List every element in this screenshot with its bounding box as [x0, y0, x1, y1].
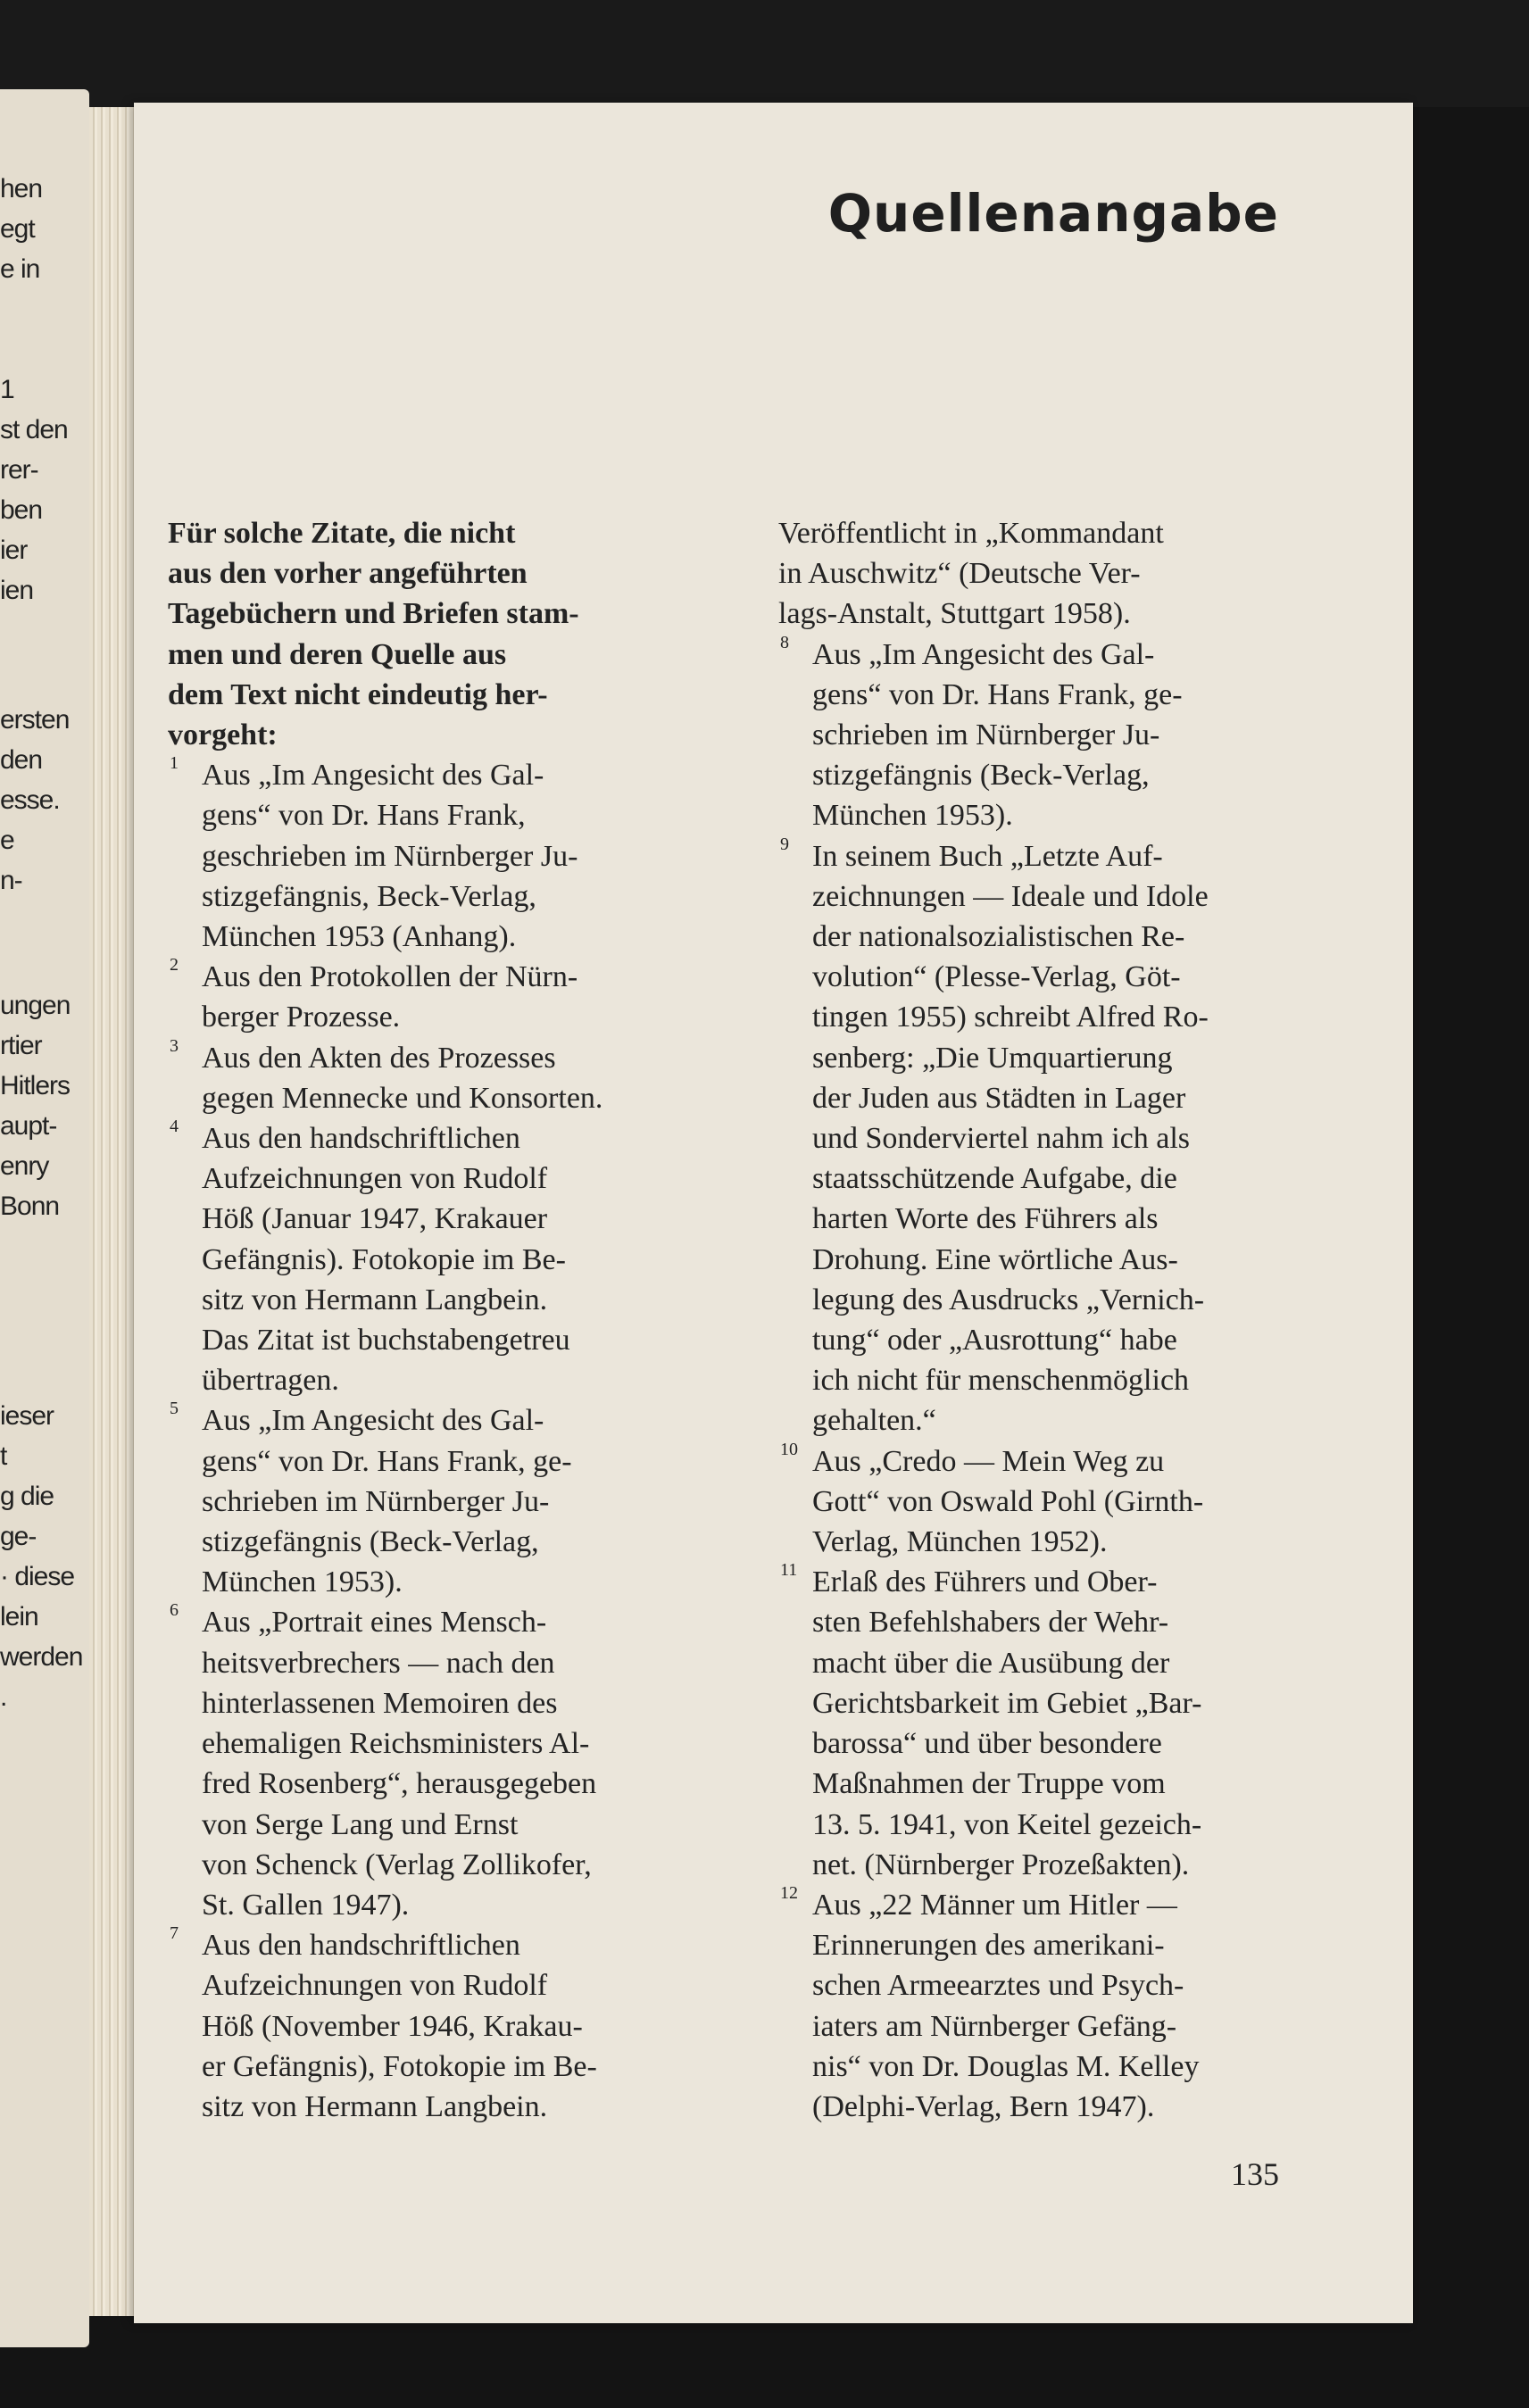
- notes-list-right: [778, 632, 1332, 2128]
- fragment: e: [0, 826, 14, 855]
- footnote-text: Aus „Portrait eines Mensch- heitsverbrechers — nach den hinterlassenen Memoiren des ehemaligen Reichsministers Al- fred Rosenberg“, herausgegeben von Serge Lang und Ernst von Schenck (Verlag Zollikofer, St. Gallen 1947).: [202, 1606, 597, 1922]
- fragment: · diese: [0, 1562, 75, 1591]
- footnote-text: Aus den handschriftlichen Aufzeichnungen von Rudolf Höß (November 1946, Krakau- er Gefängnis), Fotokopie im Be- sitz von Hermann Langbein.: [202, 1929, 597, 2123]
- footnote-number: 4: [170, 1117, 179, 1137]
- footnote-text: Aus den Akten des Prozesses gegen Mennecke und Konsorten.: [202, 1041, 603, 1115]
- book-page: [134, 103, 1413, 2323]
- page-title: Quellenangabe: [827, 183, 1279, 244]
- page-stack-edges: [89, 107, 139, 2316]
- fragment: n-: [0, 866, 22, 895]
- footnote-number: 2: [170, 955, 179, 976]
- intro-text: Für solche Zitate, die nicht aus den vorher angeführten Tagebüchern und Briefen stam- men und deren Quelle aus dem Text nicht eindeutig her- vorgeht:: [168, 517, 579, 752]
- fragment: aupt-: [0, 1111, 57, 1141]
- fragment: esse.: [0, 785, 60, 815]
- right-column: [778, 513, 1332, 2127]
- fragment: egt: [0, 214, 35, 244]
- footnote-number: 6: [170, 1600, 179, 1621]
- footnote-text: Aus „22 Männer um Hitler — Erinnerungen des amerikani- schen Armeearztes und Psych- iaters am Nürnberger Gefäng- nis“ von Dr. Douglas M. Kelley (Delphi-Verlag, Bern 1947).: [812, 1888, 1200, 2123]
- footnote-text: In seinem Buch „Letzte Auf- zeichnungen — Ideale und Idole der nationalsozialistischen Re- volution“ (Plesse-Verlag, Göt- tingen 1955) schreibt Alfred Ro- senberg: „Die Umquartierung der Juden aus Städten in Lager und Sonderviertel nahm ich als staatsschützende Aufgabe, die harten Worte des Führers als Drohung. Eine wörtliche Aus- legung des Ausdrucks „Vernich- tung“ oder „Ausrottung“ habe ich nicht für menschenmöglich gehalten.“: [812, 839, 1209, 1438]
- footnote-text: Aus den Protokollen der Nürn- berger Prozesse.: [202, 960, 578, 1034]
- footnote-text: Aus „Im Angesicht des Gal- gens“ von Dr. Hans Frank, geschrieben im Nürnberger Ju- stizgefängnis, Beck-Verlag, München 1953 (Anhang).: [202, 759, 578, 954]
- footnote-number: 11: [780, 1560, 798, 1581]
- fragment: rer-: [0, 455, 38, 485]
- footnote-5: [168, 1400, 708, 1602]
- footnote-1: [168, 755, 708, 957]
- footnote-12: [778, 1882, 1332, 2127]
- footnote-8: [778, 632, 1332, 836]
- fragment: Hitlers: [0, 1071, 71, 1100]
- footnote-number: 3: [170, 1035, 179, 1056]
- footnote-7: [168, 1925, 708, 2127]
- fragment: ersten: [0, 705, 70, 735]
- fragment: Bonn: [0, 1192, 60, 1221]
- footnote-9: [778, 836, 1332, 1441]
- fragment: rtier: [0, 1031, 42, 1060]
- continuation-text: Veröffentlicht in „Kommandant in Auschwitz“ (Deutsche Ver- lags-Anstalt, Stuttgart 1958).: [778, 517, 1164, 631]
- background: [0, 0, 1529, 107]
- fragment: ier: [0, 536, 28, 565]
- footnote-text: Aus „Credo — Mein Weg zu Gott“ von Oswald Pohl (Girnth- Verlag, München 1952).: [812, 1444, 1204, 1559]
- footnote-number: 5: [170, 1399, 179, 1419]
- footnote-number: 1: [170, 753, 179, 774]
- footnote-text: Aus den handschriftlichen Aufzeichnungen von Rudolf Höß (Januar 1947, Krakauer Gefängnis). Fotokopie im Be- sitz von Hermann Langbein. Das Zitat ist buchstabengetreu übertragen.: [202, 1122, 570, 1398]
- footnote-number: 12: [780, 1882, 798, 1903]
- footnote-number: 9: [780, 834, 789, 854]
- fragment: lein: [0, 1602, 38, 1632]
- adjacent-page-edge: [0, 89, 89, 2347]
- fragment: e in: [0, 254, 40, 284]
- footnote-10: [778, 1441, 1332, 1563]
- fragment: enry: [0, 1151, 49, 1181]
- fragment: werden: [0, 1642, 83, 1672]
- footnote-text: Aus „Im Angesicht des Gal- gens“ von Dr. Hans Frank, ge- schrieben im Nürnberger Ju- stizgefängnis (Beck-Verlag, München 1953).: [202, 1404, 572, 1599]
- fragment: ien: [0, 576, 34, 605]
- footnote-6: [168, 1602, 708, 1925]
- footnote-2: [168, 957, 708, 1037]
- fragment: ben: [0, 495, 43, 525]
- fragment: hen: [0, 174, 43, 203]
- fragment: ge-: [0, 1522, 37, 1551]
- fragment: den: [0, 745, 43, 775]
- left-column: [168, 513, 708, 2127]
- footnote-3: [168, 1035, 708, 1118]
- footnote-number: 8: [780, 632, 789, 652]
- footnote-11: [778, 1562, 1332, 1885]
- fragment: .: [0, 1682, 7, 1712]
- footnote-number: 7: [170, 1923, 179, 1944]
- page-number: 135: [1231, 2156, 1279, 2192]
- footnote-text: Erlaß des Führers und Ober- sten Befehlshabers der Wehr- macht über die Ausübung der Gerichtsbarkeit im Gebiet „Bar- barossa“ und über besondere Maßnahmen der Truppe vom 13. 5. 1941, von Keitel gezeich- net. (Nürnberger Prozeßakten).: [812, 1565, 1202, 1881]
- fragment: t: [0, 1441, 7, 1471]
- notes-list-left: [168, 755, 708, 2127]
- footnote-4: [168, 1118, 708, 1400]
- fragment: st den: [0, 415, 68, 444]
- footnote-number: 10: [780, 1439, 798, 1459]
- fragment: g die: [0, 1482, 54, 1511]
- fragment: ieser: [0, 1401, 54, 1431]
- fragment: ungen: [0, 991, 71, 1020]
- footnote-text: Aus „Im Angesicht des Gal- gens“ von Dr. Hans Frank, ge- schrieben im Nürnberger Ju- stizgefängnis (Beck-Verlag, München 1953).: [812, 637, 1183, 833]
- fragment: 1: [0, 375, 14, 404]
